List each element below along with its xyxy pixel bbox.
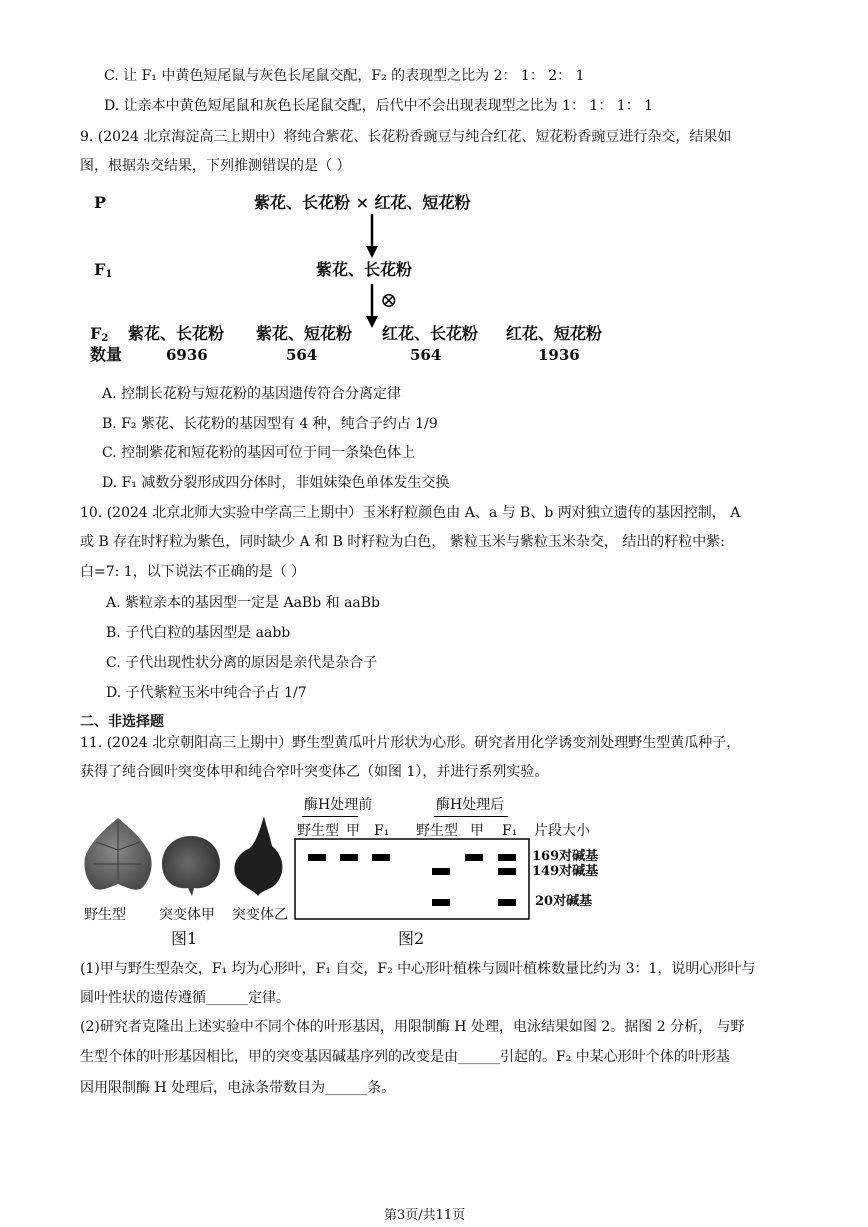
lane-label: F₁ bbox=[502, 823, 518, 839]
lane-label: 甲 bbox=[346, 823, 360, 839]
gel-band bbox=[498, 899, 516, 906]
gel-band bbox=[372, 854, 390, 861]
q9-stem-line1: 9. (2024 北京海淀高三上期中）将纯合紫花、长花粉香豌豆与纯合红花、短花粉香豌豆进行杂交，结果如 bbox=[80, 129, 732, 145]
lane-label: 野生型 bbox=[416, 823, 458, 839]
q10-option-a: A. 紫粒亲本的基因型一定是 AaBb 和 aaBb bbox=[106, 595, 381, 611]
lane-label: F₁ bbox=[374, 823, 390, 839]
q11-sub1-line1: (1)甲与野生型杂交，F₁ 均为心形叶，F₁ 自交，F₂ 中心形叶植株与圆叶植株数量比约为 3：1，说明心形叶与 bbox=[80, 961, 756, 977]
q10-stem-line3: 白=7: 1，以下说法不正确的是（ ） bbox=[80, 564, 306, 580]
q11-sub2-line1: (2)研究者克隆出上述实验中不同个体的叶形基因，用限制酶 H 处理，电泳结果如图 2。据图 2 分析， 与野 bbox=[80, 1019, 745, 1035]
q10-option-c: C. 子代出现性状分离的原因是亲代是杂合子 bbox=[106, 655, 378, 671]
q11-stem-line1: 11. (2024 北京朝阳高三上期中）野生型黄瓜叶片形状为心形。研究者用化学诱变剂处理野生型黄瓜种子， bbox=[80, 735, 741, 751]
f2-label: $F_2$ bbox=[90, 324, 109, 344]
arrow-down-icon bbox=[362, 282, 382, 330]
f2-count: 6936 bbox=[166, 346, 208, 364]
mutant-b-leaf-image bbox=[230, 814, 288, 900]
mutant-a-leaf-image bbox=[158, 832, 224, 898]
section-title: 二、非选择题 bbox=[80, 714, 164, 730]
f1-phenotype: 紫花、长花粉 bbox=[316, 260, 413, 279]
selfing-symbol: ⊗ bbox=[380, 288, 398, 312]
q11-stem-line2: 获得了纯合圆叶突变体甲和纯合窄叶突变体乙（如图 1），并进行系列实验。 bbox=[80, 764, 549, 780]
p-cross: 紫花、长花粉 × 红花、短花粉 bbox=[254, 193, 471, 212]
f2-phenotype: 紫花、短花粉 bbox=[256, 324, 353, 343]
q9-option-c: C. 控制紫花和短花粉的基因可位于同一条染色体上 bbox=[102, 445, 416, 461]
gel-image bbox=[294, 838, 532, 922]
q9-option-d: D. F₁ 减数分裂形成四分体时，非姐妹染色单体发生交换 bbox=[102, 475, 450, 491]
fig1-caption: 图1 bbox=[171, 929, 198, 948]
page-footer: 第3页/共11页 bbox=[384, 1208, 466, 1223]
f2-phenotype: 红花、短花粉 bbox=[506, 324, 603, 343]
f2-count: 564 bbox=[410, 346, 442, 364]
gel-band bbox=[498, 854, 516, 861]
f1-label: $F_1$ bbox=[94, 260, 113, 280]
q11-sub2-line3: 因用限制酶 H 处理后，电泳条带数目为______条。 bbox=[80, 1080, 396, 1096]
q8-option-d: D. 让亲本中黄色短尾鼠和灰色长尾鼠交配，后代中不会出现表现型之比为 1： 1： 1： 1 bbox=[104, 98, 654, 114]
size-header: 片段大小 bbox=[534, 823, 590, 839]
q9-stem-line2: 图，根据杂交结果，下列推测错误的是（ ） bbox=[80, 158, 351, 174]
gel-band bbox=[432, 868, 450, 875]
gel-band bbox=[340, 854, 358, 861]
q10-option-d: D. 子代紫粒玉米中纯合子占 1/7 bbox=[106, 685, 307, 701]
gel-band bbox=[432, 899, 450, 906]
lane-label: 野生型 bbox=[297, 823, 339, 839]
f2-count: 1936 bbox=[538, 346, 580, 364]
fig1-label: 野生型 bbox=[84, 907, 126, 923]
f2-phenotype: 红花、长花粉 bbox=[382, 324, 479, 343]
q9-option-b: B. F₂ 紫花、长花粉的基因型有 4 种，纯合子约占 1/9 bbox=[102, 416, 438, 432]
f2-phenotype: 紫花、长花粉 bbox=[128, 324, 225, 343]
fig1-label: 突变体甲 bbox=[159, 907, 215, 923]
wild-type-leaf-image bbox=[80, 814, 156, 896]
q9-option-a: A. 控制长花粉与短花粉的基因遗传符合分离定律 bbox=[102, 386, 402, 402]
gel-band bbox=[465, 854, 483, 861]
count-label: 数量 bbox=[90, 345, 123, 364]
gel-band bbox=[498, 868, 516, 875]
gel-band bbox=[308, 854, 326, 861]
size-label: 20对碱基 bbox=[535, 894, 593, 909]
q10-option-b: B. 子代白粒的基因型是 aabb bbox=[106, 625, 291, 641]
lane-label: 甲 bbox=[470, 823, 484, 839]
fig1-label: 突变体乙 bbox=[232, 907, 288, 923]
q11-sub2-line2: 生型个体的叶形基因相比，甲的突变基因碱基序列的改变是由______引起的。F₂ 中某心形叶个体的叶形基 bbox=[80, 1049, 730, 1065]
q11-sub1-line2: 圆叶性状的遗传遵循______定律。 bbox=[80, 990, 290, 1006]
q8-option-c: C. 让 F₁ 中黄色短尾鼠与灰色长尾鼠交配，F₂ 的表现型之比为 2： 1： 2： 1 bbox=[104, 68, 585, 84]
f2-count: 564 bbox=[286, 346, 318, 364]
size-label: 169对碱基 bbox=[532, 849, 599, 864]
header-underline bbox=[434, 816, 508, 817]
q10-stem-line1: 10. (2024 北京北师大实验中学高三上期中）玉米籽粒颜色由 A、a 与 B、b 两对独立遗传的基因控制， A bbox=[80, 505, 741, 521]
arrow-down-icon bbox=[362, 212, 382, 260]
fig2-header-after: 酶H处理后 bbox=[436, 797, 505, 813]
p-label: P bbox=[94, 193, 107, 212]
fig2-header-before: 酶H处理前 bbox=[304, 797, 373, 813]
q10-stem-line2: 或 B 存在时籽粒为紫色，同时缺少 A 和 B 时籽粒为白色， 紫粒玉米与紫粒玉米杂交， 结出的籽粒中紫: bbox=[80, 534, 726, 550]
size-label: 149对碱基 bbox=[532, 864, 599, 879]
fig2-caption: 图2 bbox=[398, 929, 425, 948]
header-underline bbox=[302, 816, 358, 817]
